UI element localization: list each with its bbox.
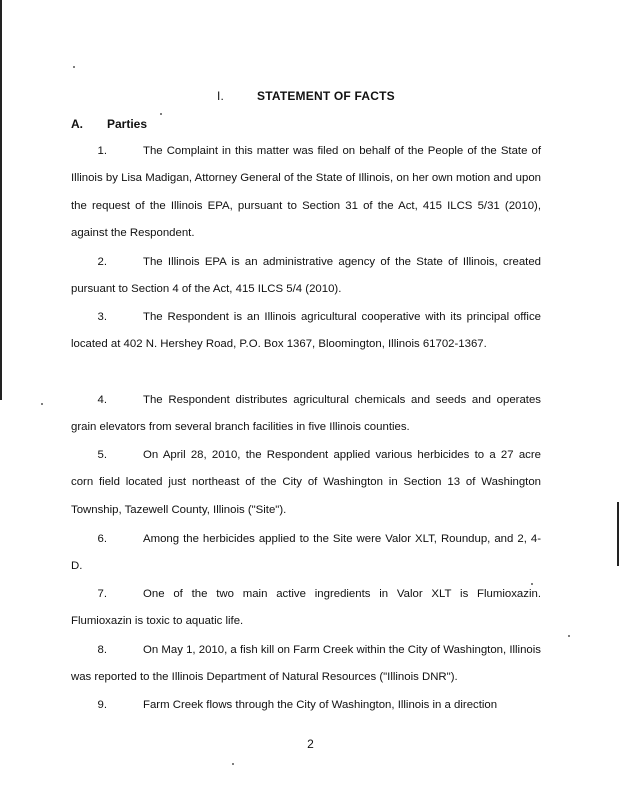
paragraph-number: 3. <box>97 311 107 323</box>
paragraph-text: Among the herbicides applied to the Site were Valor XLT, Roundup, and 2, 4-D. <box>71 533 541 573</box>
paragraph-text: The Respondent distributes agricultural chemicals and seeds and operates grain elevators from several branch facilities in five Illinois counties. <box>71 394 541 434</box>
scan-speck <box>568 635 570 637</box>
paragraph-number: 9. <box>97 699 107 711</box>
paragraph-number: 8. <box>97 644 107 656</box>
paragraph-6 <box>71 526 541 581</box>
paragraph-text: On April 28, 2010, the Respondent applied various herbicides to a 27 acre corn field located just northeast of the City of Washington in Section 13 of Washington Township, Tazewell County, Illinois ("Site"). <box>71 449 541 516</box>
paragraph-text: On May 1, 2010, a fish kill on Farm Creek within the City of Washington, Illinois was reported to the Illinois Department of Natural Resources ("Illinois DNR"). <box>71 644 541 684</box>
subsection-letter: A. <box>71 117 83 131</box>
scan-speck <box>73 66 75 68</box>
paragraph-number: 4. <box>97 394 107 406</box>
paragraph-3 <box>71 304 541 359</box>
paragraph-text: One of the two main active ingredients in Valor XLT is Flumioxazin. Flumioxazin is toxic to aquatic life. <box>71 588 541 628</box>
paragraph-9 <box>71 692 541 719</box>
scan-speck <box>232 763 234 765</box>
section-number: I. <box>217 89 225 103</box>
paragraph-4 <box>71 387 541 442</box>
paragraph-number: 1. <box>97 145 107 157</box>
section-title: STATEMENT OF FACTS <box>257 89 395 103</box>
paragraph-text: The Respondent is an Illinois agricultural cooperative with its principal office located at 402 N. Hershey Road, P.O. Box 1367, Bloomington, Illinois 61702-1367. <box>71 311 541 351</box>
paragraph-number: 7. <box>97 588 107 600</box>
scan-edge-right <box>617 502 619 566</box>
paragraph-text: The Complaint in this matter was filed on behalf of the People of the State of Illinois by Lisa Madigan, Attorney General of the State of Illinois, on her own motion and upon the request of the Illinois EPA, pursuant to Section 31 of the Act, 415 ILCS 5/31 (2010), against the Respondent. <box>71 145 541 240</box>
paragraph-number: 6. <box>97 533 107 545</box>
paragraph-8 <box>71 637 541 692</box>
scan-edge-left <box>0 0 2 400</box>
paragraph-2 <box>71 249 541 304</box>
scan-speck <box>41 403 43 405</box>
paragraph-text: Farm Creek flows through the City of Washington, Illinois in a direction <box>143 699 498 711</box>
subsection-title: Parties <box>107 117 148 131</box>
paragraph-number: 5. <box>97 449 107 461</box>
paragraph-text: The Illinois EPA is an administrative agency of the State of Illinois, created pursuant to Section 4 of the Act, 415 ILCS 5/4 (2010). <box>71 256 541 296</box>
paragraph-number: 2. <box>97 256 107 268</box>
paragraph-1 <box>71 138 541 248</box>
paragraph-7 <box>71 581 541 636</box>
page-number: 2 <box>307 737 314 751</box>
paragraph-5 <box>71 442 541 524</box>
scan-speck <box>160 113 162 115</box>
